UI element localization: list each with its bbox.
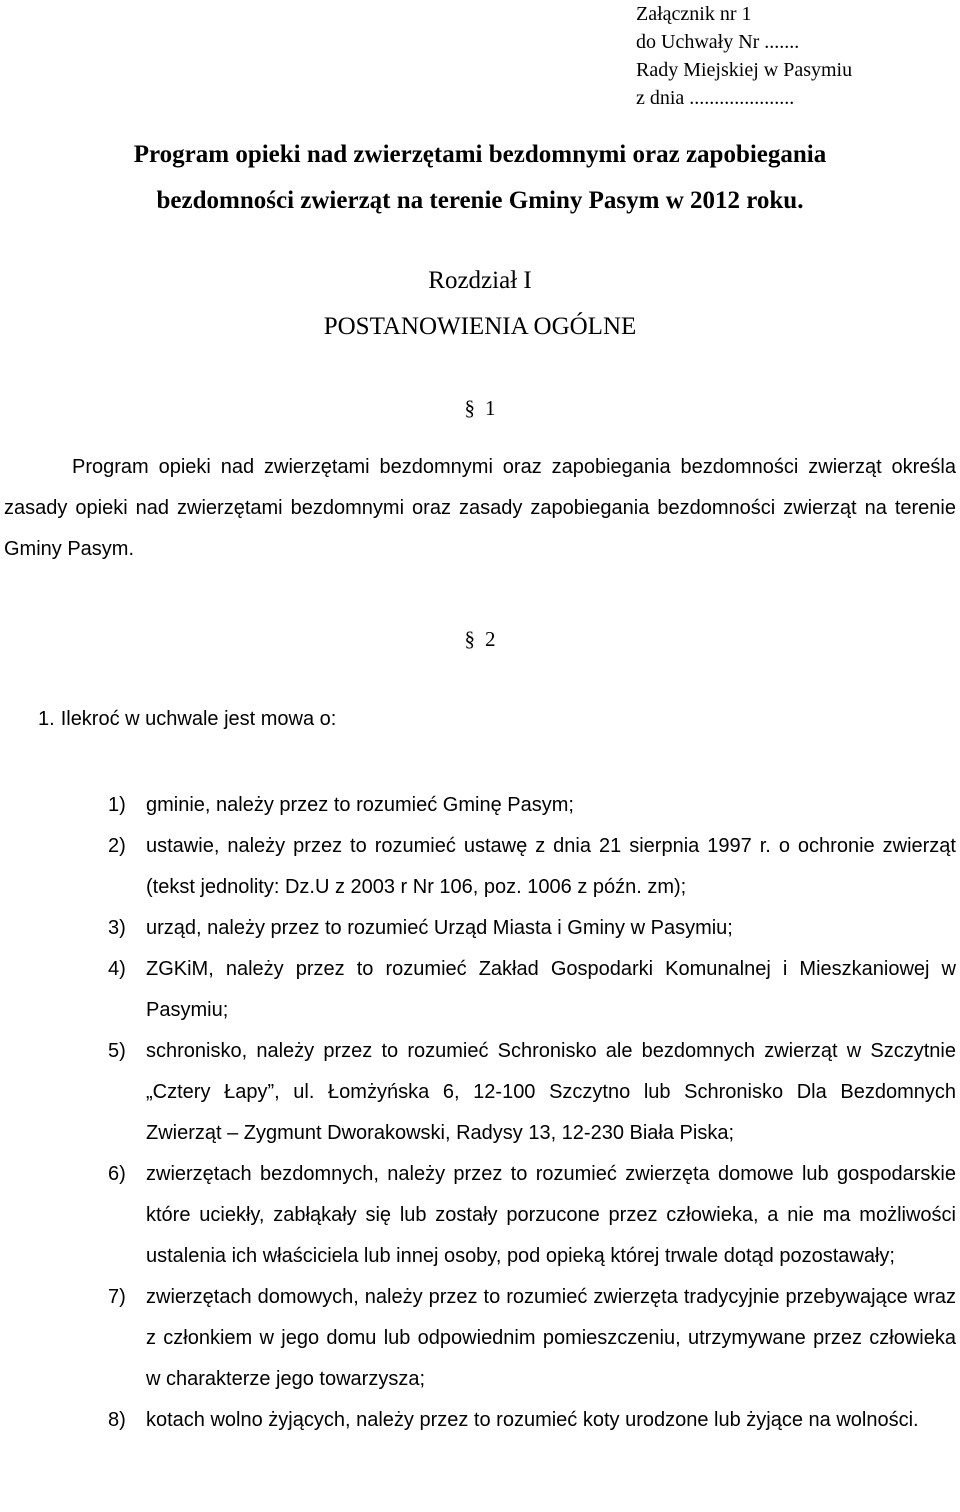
section-2-intro bbox=[38, 704, 336, 734]
section-number: 2 bbox=[485, 627, 496, 651]
definition-text: zwierzętach domowych, należy przez to rozumieć zwierzęta tradycyjnie przebywające wraz z członkiem w jego domu lub odpowiednim pomieszczeniu, utrzymywane przez człowieka w charakterze jego towarzysza; bbox=[146, 1286, 956, 1390]
attachment-line: z dnia ..................... bbox=[636, 87, 795, 109]
attachment-line: do Uchwały Nr ....... bbox=[636, 31, 800, 53]
definition-number: 3) bbox=[108, 917, 126, 939]
chapter-name: POSTANOWIENIA OGÓLNE bbox=[323, 313, 637, 340]
section-1-paragraph: Program opieki nad zwierzętami bezdomnymi oraz zapobiegania bezdomności zwierząt określa zasady opieki nad zwierzętami bezdomnymi oraz zasady zapobiegania bezdomności zwierząt na terenie Gminy Pasym. bbox=[4, 456, 956, 560]
section-symbol: § bbox=[464, 396, 475, 420]
definition-text: gminie, należy przez to rozumieć Gminę Pasym; bbox=[146, 794, 574, 816]
intro-number: 1. bbox=[38, 708, 55, 730]
section-1-heading bbox=[0, 393, 960, 423]
attachment-header bbox=[636, 0, 852, 112]
title-line-2: bezdomności zwierząt na terenie Gminy Pasym w 2012 roku. bbox=[156, 187, 804, 214]
definition-number: 6) bbox=[108, 1163, 126, 1185]
definition-text: zwierzętach bezdomnych, należy przez to rozumieć zwierzęta domowe lub gospodarskie które uciekły, zabłąkały się lub zostały porzucone przez człowieka, a nie ma możliwości ustalenia ich właściciela lub innej osoby, pod opieką której trwale dotąd pozostawały; bbox=[146, 1163, 956, 1267]
definition-item bbox=[108, 826, 956, 908]
definition-text: urząd, należy przez to rozumieć Urząd Miasta i Gminy w Pasymiu; bbox=[146, 917, 733, 939]
document-title bbox=[0, 132, 960, 224]
section-number: 1 bbox=[485, 396, 496, 420]
definition-number: 8) bbox=[108, 1409, 126, 1431]
definitions-list bbox=[108, 785, 956, 1441]
attachment-line: Załącznik nr 1 bbox=[636, 3, 752, 25]
definition-item bbox=[108, 1400, 956, 1441]
definition-number: 1) bbox=[108, 794, 126, 816]
chapter-number: Rozdział I bbox=[428, 267, 532, 294]
definition-number: 5) bbox=[108, 1040, 126, 1062]
definition-text: kotach wolno żyjących, należy przez to rozumieć koty urodzone lub żyjące na wolności. bbox=[146, 1409, 919, 1431]
chapter-heading bbox=[0, 258, 960, 350]
intro-text: Ilekroć w uchwale jest mowa o: bbox=[60, 708, 337, 730]
attachment-line: Rady Miejskiej w Pasymiu bbox=[636, 59, 853, 81]
definition-text: schronisko, należy przez to rozumieć Schronisko ale bezdomnych zwierząt w Szczytnie „Cztery Łapy”, ul. Łomżyńska 6, 12-100 Szczytno lub Schronisko Dla Bezdomnych Zwierząt – Zygmunt Dworakowski, Radysy 13, 12-230 Biała Piska; bbox=[146, 1040, 956, 1144]
definition-item bbox=[108, 1031, 956, 1154]
definition-number: 7) bbox=[108, 1286, 126, 1308]
title-line-1: Program opieki nad zwierzętami bezdomnymi oraz zapobiegania bbox=[133, 141, 827, 168]
definition-number: 2) bbox=[108, 835, 126, 857]
definition-item bbox=[108, 949, 956, 1031]
definition-item bbox=[108, 1277, 956, 1400]
definition-number: 4) bbox=[108, 958, 126, 980]
definition-item bbox=[108, 1154, 956, 1277]
section-2-heading bbox=[0, 624, 960, 654]
section-symbol: § bbox=[464, 627, 475, 651]
definition-text: ustawie, należy przez to rozumieć ustawę z dnia 21 sierpnia 1997 r. o ochronie zwierząt (tekst jednolity: Dz.U z 2003 r Nr 106, poz. 1006 z późn. zm); bbox=[146, 835, 956, 898]
definition-item bbox=[108, 785, 956, 826]
definition-text: ZGKiM, należy przez to rozumieć Zakład Gospodarki Komunalnej i Mieszkaniowej w Pasymiu; bbox=[146, 958, 956, 1021]
definition-item bbox=[108, 908, 956, 949]
